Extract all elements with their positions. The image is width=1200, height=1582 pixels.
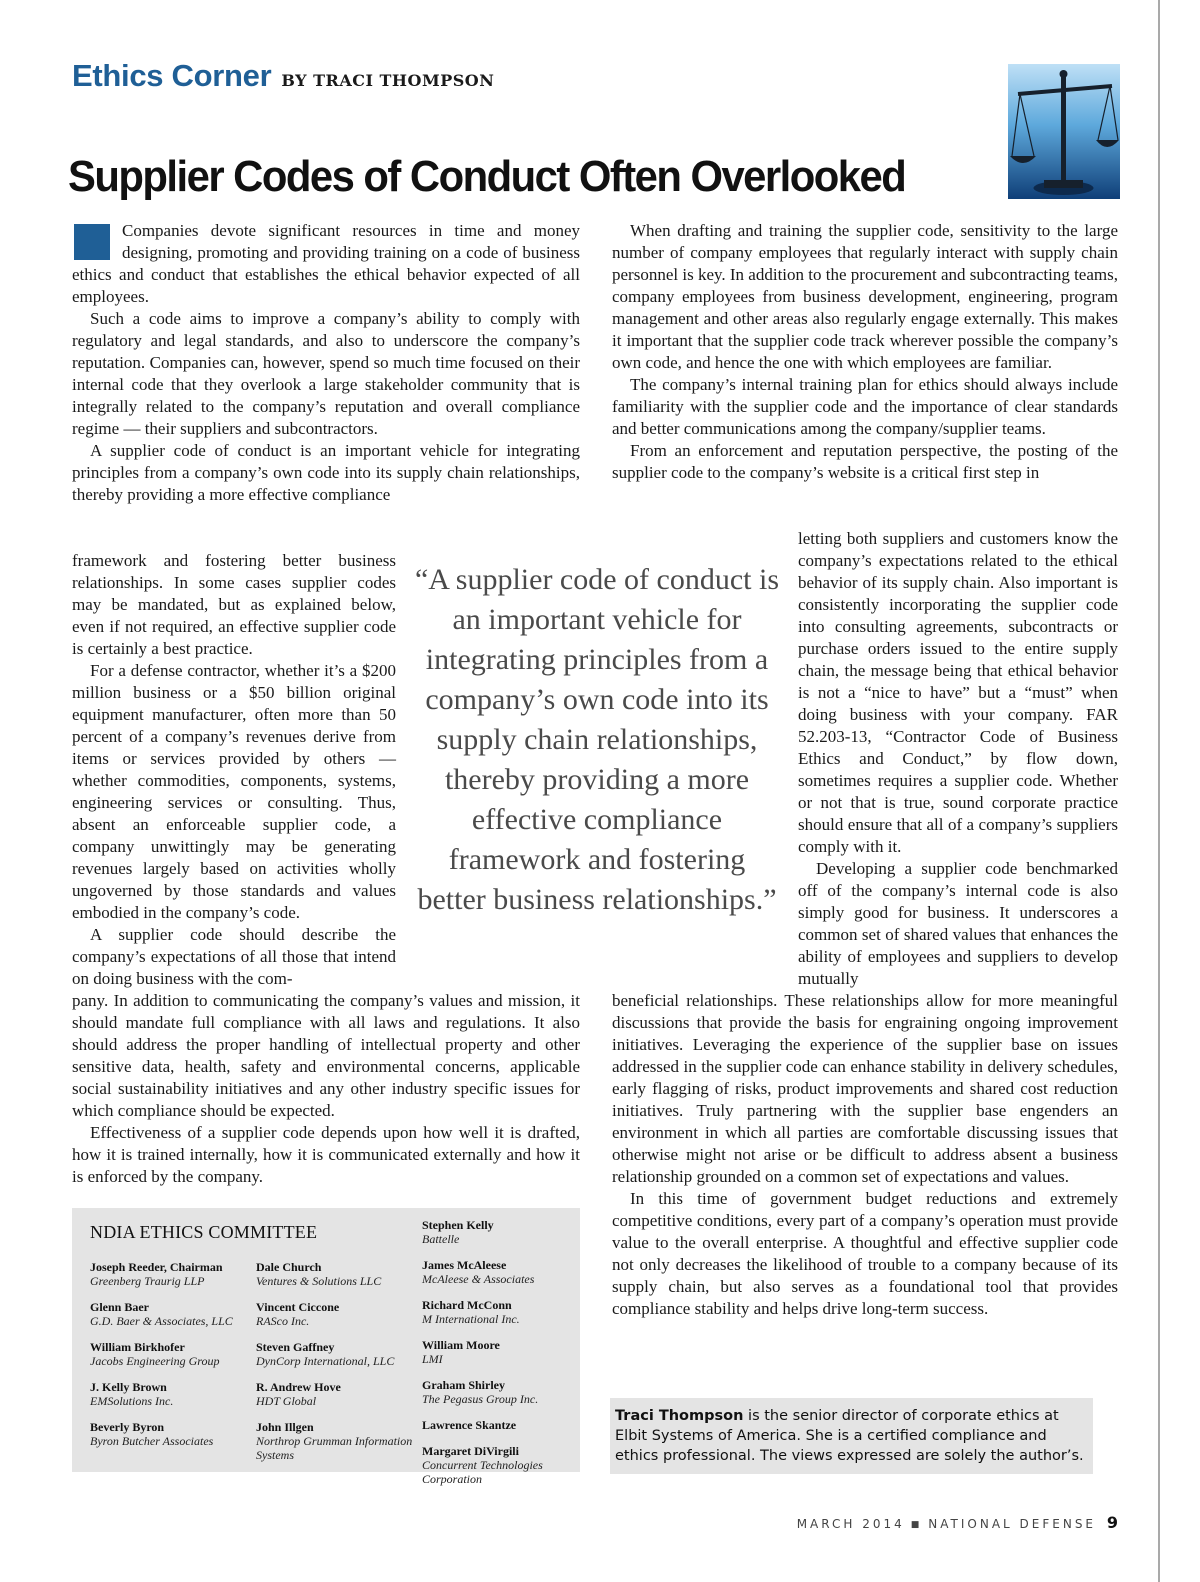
body-column-right-middle bbox=[798, 528, 1118, 990]
body-column-left-top bbox=[72, 220, 580, 506]
member-org: The Pegasus Group Inc. bbox=[422, 1392, 539, 1406]
page-footer bbox=[797, 1513, 1118, 1532]
member-name: John Illgen bbox=[256, 1420, 314, 1434]
footer-publication: NATIONAL DEFENSE bbox=[928, 1517, 1097, 1531]
committee-member bbox=[90, 1260, 250, 1288]
author-bio-box bbox=[610, 1398, 1093, 1474]
committee-column bbox=[422, 1218, 577, 1498]
committee-member bbox=[422, 1418, 577, 1432]
member-name: R. Andrew Hove bbox=[256, 1380, 341, 1394]
member-name: Glenn Baer bbox=[90, 1300, 149, 1314]
headline: Supplier Codes of Conduct Often Overlooked bbox=[68, 152, 906, 201]
body-column-right-top bbox=[612, 220, 1118, 484]
paragraph: From an enforcement and reputation perspective, the posting of the supplier code to the company’s website is a critical first step in bbox=[612, 441, 1118, 482]
member-org: DynCorp International, LLC bbox=[256, 1354, 395, 1368]
member-org: McAleese & Associates bbox=[422, 1272, 535, 1286]
committee-member bbox=[256, 1380, 416, 1408]
paragraph: A supplier code of conduct is an important vehicle for integrating principles from a company’s own code into its supply chain relationships, thereby providing a more effective compliance bbox=[72, 441, 580, 504]
member-name: Beverly Byron bbox=[90, 1420, 165, 1434]
committee-title: NDIA ETHICS COMMITTEE bbox=[90, 1222, 318, 1242]
member-name: Steven Gaffney bbox=[256, 1340, 335, 1354]
page-number: 9 bbox=[1106, 1513, 1118, 1532]
committee-member bbox=[90, 1340, 250, 1368]
committee-member bbox=[422, 1298, 577, 1326]
member-org: Jacobs Engineering Group bbox=[90, 1354, 220, 1368]
member-name: J. Kelly Brown bbox=[90, 1380, 167, 1394]
committee-member bbox=[90, 1380, 250, 1408]
committee-column bbox=[90, 1260, 250, 1460]
member-name: Joseph Reeder, Chairman bbox=[90, 1260, 223, 1274]
member-name: Lawrence Skantze bbox=[422, 1418, 517, 1432]
committee-member bbox=[422, 1338, 577, 1366]
member-org: Northrop Grumman Information Systems bbox=[256, 1434, 413, 1462]
paragraph: Such a code aims to improve a company’s ability to comply with regulatory and legal standards, and also to underscore the company’s reputation. Companies can, however, spend so much time focused on their internal code that they overlook a large stakeholder community that is integrally related to the company’s reputation and overall compliance regime — their suppliers and subcontractors. bbox=[72, 309, 580, 438]
member-org: Byron Butcher Associates bbox=[90, 1434, 214, 1448]
committee-member bbox=[90, 1300, 250, 1328]
member-name: Margaret DiVirgili bbox=[422, 1444, 519, 1458]
paragraph: When drafting and training the supplier code, sensitivity to the large number of company employees that regularly interact with supply chain personnel is key. In addition to the procurement and subcontracting teams, company employees from business development, engineering, program management and other areas also regularly engage externally. This makes it important that the supplier code track wherever possible the company’s own code, and hence the one with which employees are familiar. bbox=[612, 221, 1118, 372]
member-org: Battelle bbox=[422, 1232, 460, 1246]
paragraph: beneficial relationships. These relationships allow for more meaningful discussions that provide the basis for engraining ongoing improvement initiatives. Leveraging the experience of the supplier base on issues addressed in the supplier code can enhance stability in delivery schedules, early flagging of risks, product improvements and shared cost reduction initiatives. Truly partnering with the supplier base engenders an environment in which all parties are comfortable discussing issues that otherwise might not arise or be difficult to address absent a business relationship grounded on a common set of expectations and values. bbox=[612, 991, 1118, 1186]
member-name: Stephen Kelly bbox=[422, 1218, 494, 1232]
paragraph: For a defense contractor, whether it’s a $200 million business or a $50 billion original equipment manufacturer, often more than 50 percent of a company’s revenues derive from items or services provided by others — whether commodities, components, systems, engineering services or consulting. Thus, absent an enforceable supplier code, a company unwittingly may be generating revenues largely based on activities wholly ungoverned by those standards and values embodied in the company’s code. bbox=[72, 661, 396, 922]
paragraph: In this time of government budget reductions and extremely competitive conditions, every part of a company’s operation must provide value to the overall enterprise. A thoughtful and effective supplier code not only decreases the likelihood of trouble to a company because of its supply chain, but also serves as a foundational tool that provides compliance stability and helps drive long-term success. bbox=[612, 1189, 1118, 1318]
committee-member bbox=[256, 1340, 416, 1368]
committee-member bbox=[256, 1260, 416, 1288]
committee-member bbox=[422, 1378, 577, 1406]
member-org: G.D. Baer & Associates, LLC bbox=[90, 1314, 233, 1328]
member-org: Concurrent Technologies Corporation bbox=[422, 1458, 543, 1486]
paragraph: Effectiveness of a supplier code depends upon how well it is drafted, how it is trained internally, how it is communicated externally and how it is enforced by the company. bbox=[72, 1123, 580, 1186]
committee-member bbox=[256, 1420, 416, 1462]
author-bio-text: is the senior director of corporate ethics at Elbit Systems of America. She is a certified compliance and ethics professional. The views expressed are solely the author’s. bbox=[615, 1408, 1084, 1464]
scales-of-justice-image bbox=[1008, 64, 1120, 199]
paragraph: The company’s internal training plan for ethics should always include familiarity with the supplier code and the importance of clear standards and better communications among the company/supplier teams. bbox=[612, 375, 1118, 438]
committee-member bbox=[90, 1420, 250, 1448]
paragraph: pany. In addition to communicating the company’s values and mission, it should mandate full compliance with all laws and regulations. It also should address the proper handling of intellectual property and other sensitive data, health, safety and environmental concerns, applicable social sustainability initiatives and any other industry specific issues for which compliance should be expected. bbox=[72, 991, 580, 1120]
member-name: Graham Shirley bbox=[422, 1378, 505, 1392]
byline: BY TRACI THOMPSON bbox=[281, 71, 495, 90]
footer-date: MARCH 2014 bbox=[796, 1517, 905, 1531]
page-edge-line bbox=[1158, 0, 1160, 1582]
pull-quote: “A supplier code of conduct is an important vehicle for integrating principles from a company’s own code into its supply chain relationships, thereby providing a more effective compliance framework and fostering better business relationships.” bbox=[414, 563, 780, 916]
section-title: Ethics Corner bbox=[72, 58, 272, 93]
member-org: LMI bbox=[422, 1352, 443, 1366]
member-org: M International Inc. bbox=[422, 1312, 520, 1326]
paragraph: Developing a supplier code benchmarked off of the company’s internal code is also simply good for business. It underscores a common set of shared values that enhances the ability of employees and suppliers to develop mutually bbox=[798, 859, 1118, 988]
member-name: James McAleese bbox=[422, 1258, 507, 1272]
body-column-right-bottom bbox=[612, 990, 1118, 1320]
section-header bbox=[72, 58, 494, 94]
member-name: Vincent Ciccone bbox=[256, 1300, 340, 1314]
author-name: Traci Thompson bbox=[615, 1408, 744, 1424]
member-org: Ventures & Solutions LLC bbox=[256, 1274, 382, 1288]
paragraph: framework and fostering better business relationships. In some cases supplier codes may be mandated, but as explained below, even if not required, an effective supplier code is certainly a best practice. bbox=[72, 551, 396, 658]
committee-member bbox=[422, 1258, 577, 1286]
bullet-icon: ■ bbox=[910, 1520, 923, 1530]
member-name: Richard McConn bbox=[422, 1298, 512, 1312]
body-column-left-bottom bbox=[72, 990, 580, 1188]
member-name: William Birkhofer bbox=[90, 1340, 185, 1354]
committee-member bbox=[256, 1300, 416, 1328]
committee-member bbox=[422, 1218, 577, 1246]
drop-square-icon bbox=[74, 224, 110, 260]
committee-box bbox=[72, 1208, 580, 1486]
paragraph: Companies devote significant resources in time and money designing, promoting and providing training on a code of business ethics and conduct that establishes the ethical behavior expected of all employees. bbox=[72, 221, 580, 306]
member-org: RASco Inc. bbox=[256, 1314, 310, 1328]
body-column-left-middle bbox=[72, 550, 396, 990]
member-name: Dale Church bbox=[256, 1260, 322, 1274]
member-org: EMSolutions Inc. bbox=[90, 1394, 174, 1408]
committee-member bbox=[422, 1444, 577, 1486]
member-name: William Moore bbox=[422, 1338, 500, 1352]
paragraph: A supplier code should describe the company’s expectations of all those that intend on doing business with the com- bbox=[72, 925, 396, 988]
member-org: HDT Global bbox=[256, 1394, 317, 1408]
paragraph: letting both suppliers and customers know the company’s expectations related to the ethical behavior of its supply chain. Also important is consistently incorporating the supplier code into consulting agreements, subcontracts or purchase orders issued to the entire supply chain, the message being that ethical behavior is not a “nice to have” but a “must” when doing business with your company. FAR 52.203-13, “Contractor Code of Business Ethics and Conduct,” by flow down, sometimes requires a supplier code. Whether or not that is true, sound corporate practice should ensure that all of a company’s suppliers comply with it. bbox=[798, 529, 1118, 856]
committee-column bbox=[256, 1260, 416, 1474]
member-org: Greenberg Traurig LLP bbox=[90, 1274, 205, 1288]
